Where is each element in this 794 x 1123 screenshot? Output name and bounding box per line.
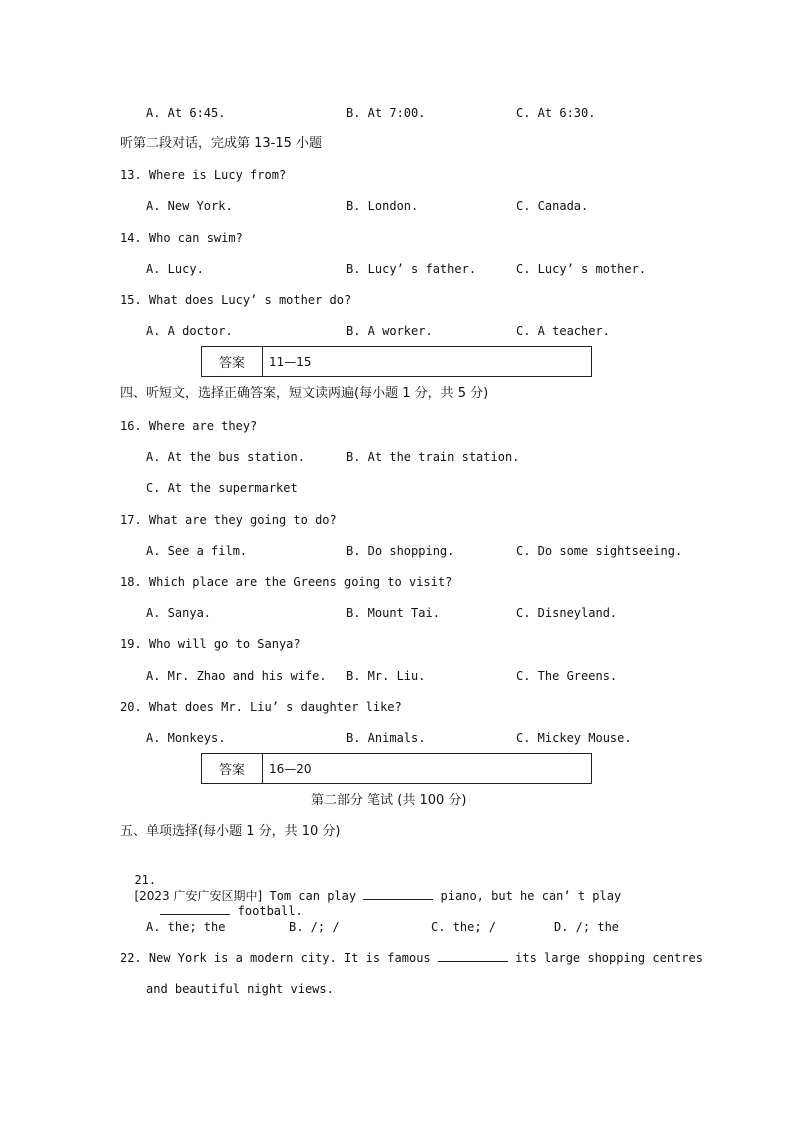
q19-option-a: A. Mr. Zhao and his wife. bbox=[146, 669, 327, 683]
q13-option-c: C. Canada. bbox=[516, 199, 589, 213]
q13-stem: 13. Where is Lucy from? bbox=[120, 168, 287, 182]
answer-box-label: 答案 bbox=[202, 754, 263, 783]
q17-option-b: B. Do shopping. bbox=[346, 544, 455, 558]
q21-option-b: B. /; / bbox=[289, 920, 340, 934]
q22-stem-cont: and beautiful night views. bbox=[146, 982, 334, 996]
q16-option-a: A. At the bus station. bbox=[146, 450, 305, 464]
q21-option-d: D. /; the bbox=[554, 920, 620, 934]
q15-option-a: A. A doctor. bbox=[146, 324, 233, 338]
q17-option-c: C. Do some sightseeing. bbox=[516, 544, 683, 558]
q21-blank-1[interactable] bbox=[363, 888, 433, 900]
q19-option-c: C. The Greens. bbox=[516, 669, 618, 683]
section4-heading: 四、听短文，选择正确答案，短文读两遍(每小题 1 分，共 5 分) bbox=[120, 386, 489, 401]
q20-option-c: C. Mickey Mouse. bbox=[516, 731, 632, 745]
q21-source-tag: [2023 广安广安区期中] bbox=[134, 889, 263, 903]
answer-box-label: 答案 bbox=[202, 347, 263, 376]
q12-option-a: A. At 6:45. bbox=[146, 106, 226, 120]
q14-option-c: C. Lucy’ s mother. bbox=[516, 262, 647, 276]
q15-option-c: C. A teacher. bbox=[516, 324, 610, 338]
q20-option-b: B. Animals. bbox=[346, 731, 426, 745]
q16-stem: 16. Where are they? bbox=[120, 419, 258, 433]
q20-stem: 20. What does Mr. Liu’ s daughter like? bbox=[120, 700, 402, 714]
q22-stem bbox=[120, 950, 703, 966]
q21-stem-cont bbox=[146, 887, 303, 919]
q21-number: 21. bbox=[134, 873, 157, 887]
q18-stem: 18. Which place are the Greens going to visit? bbox=[120, 575, 453, 589]
q20-option-a: A. Monkeys. bbox=[146, 731, 226, 745]
q16-option-b: B. At the train station. bbox=[346, 450, 520, 464]
q22-text-b: its large shopping centres bbox=[507, 951, 703, 965]
q14-option-b: B. Lucy’ s father. bbox=[346, 262, 477, 276]
q18-option-c: C. Disneyland. bbox=[516, 606, 618, 620]
q15-option-b: B. A worker. bbox=[346, 324, 433, 338]
q18-option-a: A. Sanya. bbox=[146, 606, 212, 620]
q21-text-a: Tom can play bbox=[262, 889, 364, 903]
q18-option-b: B. Mount Tai. bbox=[346, 606, 440, 620]
answer-box-16-20[interactable] bbox=[201, 753, 592, 784]
section5-heading: 五、单项选择(每小题 1 分，共 10 分) bbox=[120, 824, 341, 839]
q12-option-b: B. At 7:00. bbox=[346, 106, 426, 120]
answer-box-range: 11—15 bbox=[269, 354, 312, 369]
q13-option-a: A. New York. bbox=[146, 199, 233, 213]
answer-box-11-15[interactable] bbox=[201, 346, 592, 377]
q21-text-c: football. bbox=[230, 904, 303, 918]
q13-option-b: B. London. bbox=[346, 199, 419, 213]
q21-text-b: piano, but he can’ t play bbox=[433, 889, 622, 903]
answer-box-range: 16—20 bbox=[269, 761, 312, 776]
q16-option-c: C. At the supermarket bbox=[146, 481, 298, 495]
q17-option-a: A. See a film. bbox=[146, 544, 248, 558]
q19-option-b: B. Mr. Liu. bbox=[346, 669, 426, 683]
q14-stem: 14. Who can swim? bbox=[120, 231, 243, 245]
q21-blank-2[interactable] bbox=[160, 903, 230, 915]
q21-option-a: A. the; the bbox=[146, 920, 226, 934]
q12-option-c: C. At 6:30. bbox=[516, 106, 596, 120]
part2-title: 第二部分 笔试 (共 100 分) bbox=[311, 793, 467, 808]
q17-stem: 17. What are they going to do? bbox=[120, 513, 337, 527]
q15-stem: 15. What does Lucy’ s mother do? bbox=[120, 293, 352, 307]
q21-option-c: C. the; / bbox=[431, 920, 497, 934]
section-dialog2-heading: 听第二段对话，完成第 13-15 小题 bbox=[120, 136, 323, 151]
q22-blank[interactable] bbox=[438, 950, 508, 962]
q19-stem: 19. Who will go to Sanya? bbox=[120, 637, 301, 651]
q22-text-a: 22. New York is a modern city. It is famous bbox=[120, 951, 438, 965]
q14-option-a: A. Lucy. bbox=[146, 262, 204, 276]
